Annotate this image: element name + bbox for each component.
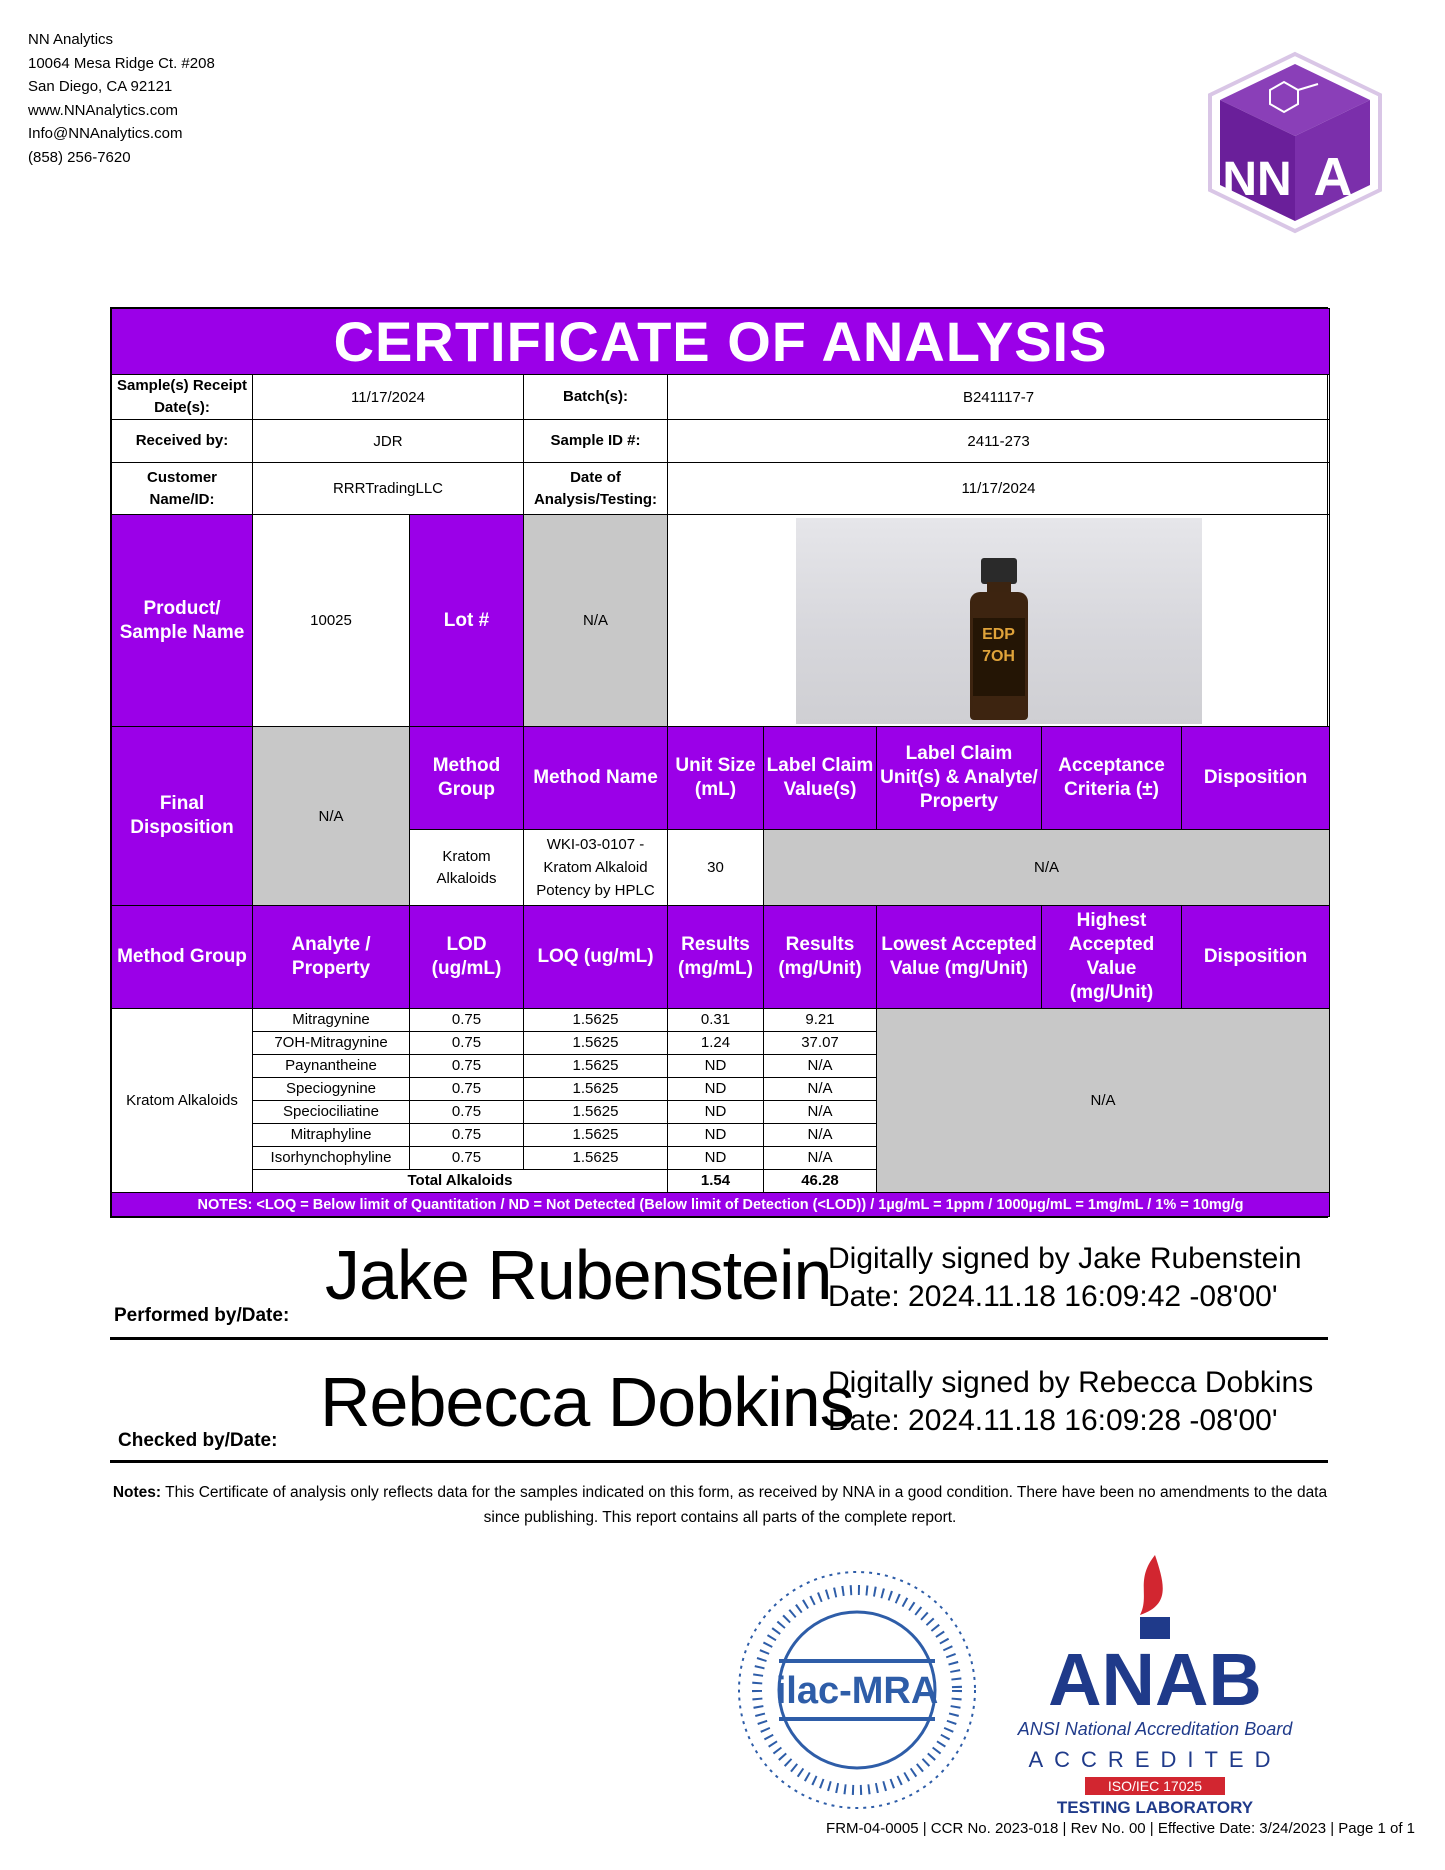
footer: FRM-04-0005 | CCR No. 2023-018 | Rev No. 00 | Effective Date: 3/24/2023 | Page 1 of 1 [826, 1820, 1415, 1837]
receipt-date-value: 11/17/2024 [253, 375, 524, 420]
anab-seal [1000, 1555, 1310, 1815]
unit-size-value: 30 [668, 830, 764, 906]
certificate-of-analysis [110, 307, 1328, 1218]
certificate-title: CERTIFICATE OF ANALYSIS [112, 309, 1330, 375]
certificate-header-table [111, 308, 1330, 1217]
loq-cell: 1.5625 [524, 1101, 668, 1124]
results-body [112, 1009, 1330, 1193]
date-analysis-value: 11/17/2024 [668, 463, 1330, 515]
lod-header: LOD (ug/mL) [410, 906, 524, 1009]
result-ml-cell: ND [668, 1078, 764, 1101]
svg-text:ANAB: ANAB [1048, 1638, 1262, 1721]
lod-cell: 0.75 [410, 1032, 524, 1055]
table-row: Speciogynine [253, 1078, 410, 1101]
final-disposition-value: N/A [253, 727, 410, 906]
notes [110, 1480, 1330, 1530]
result-unit-cell: N/A [764, 1055, 877, 1078]
method-name-header: Method Name [524, 727, 668, 830]
results-na: N/A [877, 1009, 1330, 1193]
ilac-mra-seal [735, 1565, 980, 1815]
unit-size-header: Unit Size (mL) [668, 727, 764, 830]
sample-id-value: 2411-273 [668, 420, 1330, 463]
svg-text:NN: NN [1222, 153, 1292, 206]
highest-header: Highest Accepted Value (mg/Unit) [1042, 906, 1182, 1009]
lab-address-line1: 10064 Mesa Ridge Ct. #208 [28, 54, 215, 72]
performed-signature [110, 1225, 1328, 1345]
loq-cell: 1.5625 [524, 1009, 668, 1032]
lab-address-line2: San Diego, CA 92121 [28, 78, 173, 95]
result-unit-cell: 37.07 [764, 1032, 877, 1055]
table-row: 7OH-Mitragynine [253, 1032, 410, 1055]
total-label: Total Alkaloids [253, 1170, 668, 1193]
lot-value: N/A [524, 515, 668, 727]
lod-cell: 0.75 [410, 1147, 524, 1170]
loq-header: LOQ (ug/mL) [524, 906, 668, 1009]
checked-name: Rebecca Dobkins [320, 1363, 854, 1441]
lab-name: NN Analytics [28, 31, 114, 48]
method-rest-value: N/A [764, 830, 1330, 906]
result-ml-cell: ND [668, 1147, 764, 1170]
analyte-header: Analyte / Property [253, 906, 410, 1009]
final-disposition-label: Final Disposition [112, 727, 253, 906]
result-unit-cell: N/A [764, 1078, 877, 1101]
method-group-value: Kratom Alkaloids [410, 830, 524, 906]
bottle-label: EDP 7OH [973, 618, 1025, 696]
results-method-group-header: Method Group [112, 906, 253, 1009]
results-group: Kratom Alkaloids [112, 1009, 253, 1193]
disposition-header: Disposition [1182, 727, 1330, 830]
notes-label: Notes: [112, 1484, 162, 1501]
checked-label: Checked by/Date: [118, 1430, 278, 1451]
lod-cell: 0.75 [410, 1055, 524, 1078]
label-claim-units-header: Label Claim Unit(s) & Analyte/ Property [877, 727, 1042, 830]
receipt-date-label: Sample(s) Receipt Date(s): [112, 375, 253, 420]
svg-text:A: A [1313, 147, 1353, 207]
method-name-value: WKI-03-0107 - Kratom Alkaloid Potency by HPLC [524, 830, 668, 906]
svg-text:ilac-MRA: ilac-MRA [775, 1670, 939, 1712]
checked-digital: Digitally signed by Rebecca Dobkins Date: 2024.11.18 16:09:28 -08'00' [828, 1366, 1314, 1437]
product-photo [796, 518, 1202, 724]
results-disposition-header: Disposition [1182, 906, 1330, 1009]
divider [110, 1337, 1328, 1340]
loq-cell: 1.5625 [524, 1147, 668, 1170]
loq-cell: 1.5625 [524, 1032, 668, 1055]
method-group-header: Method Group [410, 727, 524, 830]
lab-phone: (858) 256-7620 [28, 148, 131, 166]
lod-cell: 0.75 [410, 1009, 524, 1032]
svg-text:ACCREDITED: ACCREDITED [1028, 1747, 1282, 1772]
performed-name: Jake Rubenstein [325, 1236, 832, 1314]
notes-text: This Certificate of analysis only reflects data for the samples indicated on this form, as received by NNA in a good condition. There have been no amendments to the data since publishing. This report contains all parts of the complete report. [161, 1484, 1328, 1526]
loq-cell: 1.5625 [524, 1078, 668, 1101]
received-by-value: JDR [253, 420, 524, 463]
svg-text:ISO/IEC 17025: ISO/IEC 17025 [1107, 1778, 1203, 1794]
table-row: Speciociliatine [253, 1101, 410, 1124]
loq-cell: 1.5625 [524, 1055, 668, 1078]
performed-digital: Digitally signed by Jake Rubenstein Date: 2024.11.18 16:09:42 -08'00' [828, 1242, 1302, 1313]
results-notes: NOTES: <LOQ = Below limit of Quantitation / ND = Not Detected (Below limit of Detection (<LOD)) / 1µg/mL = 1ppm / 1000µg/mL = 1mg/mL / 1% = 10mg/g [112, 1193, 1330, 1217]
total-ml: 1.54 [668, 1170, 764, 1193]
bottle-cap [981, 558, 1017, 584]
result-unit-cell: 9.21 [764, 1009, 877, 1032]
lab-address [28, 28, 215, 169]
lab-website: www.NNAnalytics.com [28, 101, 179, 119]
lab-email: Info@NNAnalytics.com [28, 125, 183, 142]
results-ml-header: Results (mg/mL) [668, 906, 764, 1009]
lod-cell: 0.75 [410, 1078, 524, 1101]
table-row: Isorhynchophyline [253, 1147, 410, 1170]
lowest-header: Lowest Accepted Value (mg/Unit) [877, 906, 1042, 1009]
product-label: Product/ Sample Name [112, 515, 253, 727]
date-analysis-label: Date of Analysis/Testing: [524, 463, 668, 515]
table-row: Paynantheine [253, 1055, 410, 1078]
divider [110, 1460, 1328, 1463]
svg-text:TESTING LABORATORY: TESTING LABORATORY [1056, 1798, 1254, 1815]
results-unit-header: Results (mg/Unit) [764, 906, 877, 1009]
lod-cell: 0.75 [410, 1101, 524, 1124]
result-ml-cell: ND [668, 1101, 764, 1124]
nna-logo [1200, 50, 1390, 235]
batch-label: Batch(s): [524, 375, 668, 420]
sample-id-label: Sample ID #: [524, 420, 668, 463]
customer-value: RRRTradingLLC [253, 463, 524, 515]
result-unit-cell: N/A [764, 1124, 877, 1147]
result-ml-cell: ND [668, 1124, 764, 1147]
label-claim-value-header: Label Claim Value(s) [764, 727, 877, 830]
acceptance-header: Acceptance Criteria (±) [1042, 727, 1182, 830]
performed-label: Performed by/Date: [114, 1305, 290, 1326]
result-unit-cell: N/A [764, 1101, 877, 1124]
table-row: Mitraphyline [253, 1124, 410, 1147]
result-ml-cell: 1.24 [668, 1032, 764, 1055]
product-value: 10025 [253, 515, 410, 727]
received-by-label: Received by: [112, 420, 253, 463]
lod-cell: 0.75 [410, 1124, 524, 1147]
total-unit: 46.28 [764, 1170, 877, 1193]
product-photo-cell [668, 515, 1330, 727]
batch-value: B241117-7 [668, 375, 1330, 420]
table-row: Mitragynine [253, 1009, 410, 1032]
loq-cell: 1.5625 [524, 1124, 668, 1147]
lot-label: Lot # [410, 515, 524, 727]
result-ml-cell: 0.31 [668, 1009, 764, 1032]
checked-signature [110, 1350, 1328, 1470]
result-ml-cell: ND [668, 1055, 764, 1078]
customer-label: Customer Name/ID: [112, 463, 253, 515]
svg-text:ANSI National Accreditation Bo: ANSI National Accreditation Board [1017, 1719, 1293, 1739]
result-unit-cell: N/A [764, 1147, 877, 1170]
